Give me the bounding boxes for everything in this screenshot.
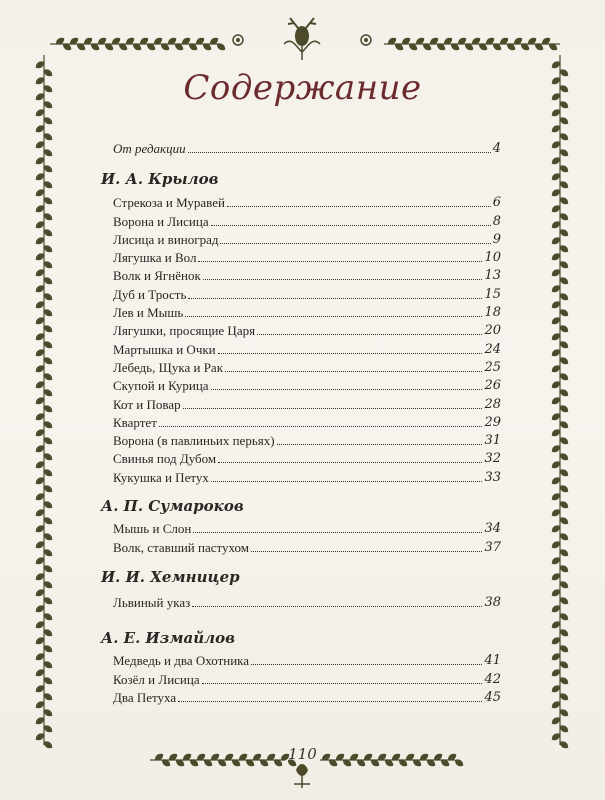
- left-vine-ornament: [34, 55, 54, 750]
- dot-leader: [211, 225, 491, 226]
- toc-entry[interactable]: [113, 594, 501, 612]
- toc-entry-page: 42: [484, 671, 501, 687]
- toc-entry[interactable]: [113, 249, 501, 267]
- toc-entry[interactable]: [113, 432, 501, 450]
- dot-leader: [277, 444, 483, 445]
- toc-entry-page: 33: [484, 469, 501, 485]
- dot-leader: [227, 206, 491, 207]
- toc-entry-title: Дуб и Трость: [113, 286, 187, 302]
- toc-entry-title: Лягушка и Вол: [113, 250, 197, 266]
- toc-entry-page: 20: [484, 323, 501, 339]
- toc-entry-page: 18: [484, 305, 501, 321]
- toc-entry-page: 15: [484, 286, 501, 302]
- dot-leader: [225, 371, 482, 372]
- toc-entry[interactable]: [113, 468, 501, 486]
- toc-entry-page: 37: [484, 539, 501, 555]
- toc-entry-page: 38: [484, 595, 501, 611]
- dot-leader: [257, 334, 482, 335]
- toc-entry-page: 4: [492, 141, 501, 156]
- author-entries: [113, 194, 501, 487]
- dot-leader: [192, 606, 482, 607]
- dot-leader: [198, 261, 482, 262]
- toc-entry-page: 9: [492, 231, 501, 247]
- toc-entry-title: Кот и Повар: [113, 396, 181, 412]
- toc-entry[interactable]: [113, 652, 501, 670]
- page-title: Содержание: [183, 68, 422, 108]
- toc-entry-page: 6: [492, 195, 501, 211]
- toc-entry-title: Козёл и Лисица: [113, 671, 200, 687]
- dot-leader: [188, 152, 491, 153]
- author-entries: [113, 652, 501, 707]
- dot-leader: [178, 701, 482, 702]
- toc-entry-title: Ворона и Лисица: [113, 213, 209, 229]
- toc-entry[interactable]: [113, 377, 501, 395]
- dot-leader: [251, 551, 482, 552]
- toc-entry-title: От редакции: [113, 141, 186, 156]
- author-entries: [113, 520, 501, 557]
- author-heading: И. А. Крылов: [101, 170, 219, 188]
- dot-leader: [251, 664, 482, 665]
- author-heading: А. П. Сумароков: [101, 497, 244, 515]
- toc-entry-title: Скупой и Курица: [113, 378, 209, 394]
- toc-entry[interactable]: [113, 285, 501, 303]
- toc-entry-title: Лягушки, просящие Царя: [113, 323, 256, 339]
- toc-entry[interactable]: [113, 689, 501, 707]
- author-heading: А. Е. Измайлов: [101, 629, 236, 647]
- toc-entry[interactable]: [113, 322, 501, 340]
- toc-entry-title: Лисица и виноград: [113, 231, 219, 247]
- toc-entry[interactable]: [113, 359, 501, 377]
- dot-leader: [218, 462, 482, 463]
- dot-leader: [202, 683, 483, 684]
- top-flower-right-icon: [361, 35, 371, 45]
- toc-entry[interactable]: [113, 304, 501, 322]
- toc-entry-page: 13: [484, 268, 501, 284]
- top-flower-left-icon: [233, 35, 243, 45]
- toc-entry-title: Волк, ставший пастухом: [113, 539, 249, 555]
- toc-entry-title: Свинья под Дубом: [113, 451, 217, 467]
- toc-entry[interactable]: [113, 212, 501, 230]
- toc-entry-page: 26: [484, 378, 501, 394]
- dot-leader: [218, 353, 483, 354]
- toc-entry-page: 34: [484, 521, 501, 537]
- dot-leader: [211, 389, 483, 390]
- toc-entry[interactable]: [113, 538, 501, 556]
- toc-entry-title: Лебедь, Щука и Рак: [113, 359, 224, 375]
- author-heading: И. И. Хемницер: [101, 568, 240, 586]
- toc-entry-page: 45: [484, 689, 501, 705]
- dot-leader: [211, 481, 483, 482]
- toc-entry-page: 29: [484, 414, 501, 430]
- toc-entry[interactable]: [113, 231, 501, 249]
- stag-emblem-icon: [284, 18, 320, 60]
- toc-entry-page: 31: [484, 433, 501, 449]
- toc-entry-title: Медведь и два Охотника: [113, 653, 250, 669]
- right-vine-ornament: [550, 55, 570, 750]
- dot-leader: [203, 279, 483, 280]
- toc-entry-page: 41: [484, 653, 501, 669]
- toc-entry-title: Лев и Мышь: [113, 305, 184, 321]
- toc-entry-page: 8: [492, 213, 501, 229]
- dot-leader: [188, 298, 482, 299]
- toc-entry-page: 10: [484, 250, 501, 266]
- toc-entry-title: Квартет: [113, 414, 157, 430]
- toc-entry[interactable]: [113, 520, 501, 538]
- toc-entry-title: Два Петуха: [113, 689, 177, 705]
- toc-entry-title: Мартышка и Очки: [113, 341, 216, 357]
- page-number: 110: [288, 745, 317, 763]
- toc-entry-title: Ворона (в павлиньих перьях): [113, 433, 275, 449]
- toc-entry-title: Львиный указ: [113, 595, 191, 611]
- toc-entry-title: Кукушка и Петух: [113, 469, 209, 485]
- dot-leader: [159, 426, 483, 427]
- toc-entry[interactable]: [113, 267, 501, 285]
- toc-entry[interactable]: [113, 450, 501, 468]
- toc-entry-title: Мышь и Слон: [113, 521, 192, 537]
- leaf-icon: [215, 42, 227, 53]
- toc-intro-row[interactable]: [113, 140, 501, 158]
- author-entries: [113, 594, 501, 612]
- toc-entry-title: Стрекоза и Муравей: [113, 195, 225, 211]
- toc-entry-title: Волк и Ягнёнок: [113, 268, 201, 284]
- dot-leader: [220, 243, 490, 244]
- dot-leader: [185, 316, 482, 317]
- dot-leader: [193, 532, 482, 533]
- toc-entry[interactable]: [113, 340, 501, 358]
- toc-entry[interactable]: [113, 670, 501, 688]
- toc-entry-page: 25: [484, 359, 501, 375]
- toc-entry[interactable]: [113, 395, 501, 413]
- toc-entry-page: 28: [484, 396, 501, 412]
- toc-entry[interactable]: [113, 194, 501, 212]
- toc-entry-page: 32: [484, 451, 501, 467]
- leaf-icon: [547, 42, 559, 53]
- toc-entry-page: 24: [484, 341, 501, 357]
- toc-entry[interactable]: [113, 414, 501, 432]
- bottom-emblem-icon: [294, 764, 310, 788]
- dot-leader: [183, 408, 483, 409]
- table-of-contents: [113, 140, 501, 158]
